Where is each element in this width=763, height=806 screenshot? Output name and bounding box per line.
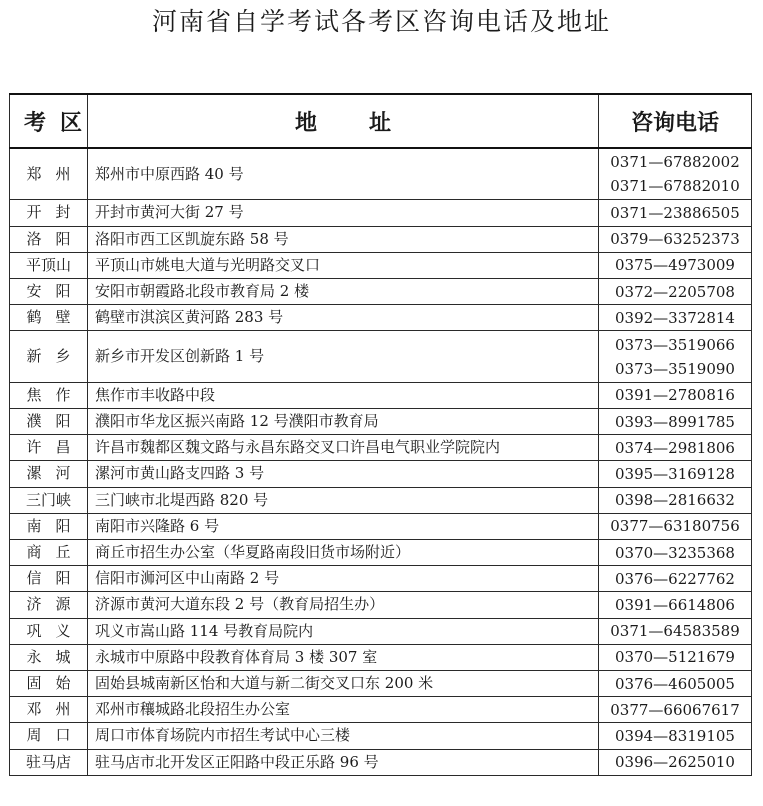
- table-row: [10, 513, 752, 539]
- phone-number: 0391—6614806: [615, 596, 735, 615]
- table-row: [10, 540, 752, 566]
- phone-number: 0398—2816632: [615, 491, 735, 510]
- phone-number: 0375—4973009: [615, 256, 735, 275]
- area-cell: 安阳: [10, 279, 88, 305]
- area-cell: 信阳: [10, 566, 88, 592]
- contact-table: [9, 93, 752, 776]
- phone-cell: [599, 331, 752, 382]
- address-cell: 新乡市开发区创新路 1 号: [88, 331, 599, 382]
- table-row: [10, 461, 752, 487]
- phone-number: 0371—23886505: [610, 203, 740, 222]
- phone-cell: [599, 200, 752, 226]
- header-address: 地址: [88, 94, 599, 148]
- table-row: [10, 279, 752, 305]
- phone-cell: [599, 513, 752, 539]
- phone-cell: [599, 592, 752, 618]
- table-row: [10, 644, 752, 670]
- phone-number: 0396—2625010: [615, 753, 735, 772]
- address-cell: 信阳市浉河区中山南路 2 号: [88, 566, 599, 592]
- area-cell: 新乡: [10, 331, 88, 382]
- address-cell: 三门峡市北堤西路 820 号: [88, 487, 599, 513]
- phone-number: 0392—3372814: [615, 308, 735, 327]
- phone-cell: [599, 566, 752, 592]
- table-row: [10, 487, 752, 513]
- area-cell: 永城: [10, 644, 88, 670]
- table-row: [10, 749, 752, 775]
- phone-cell: [599, 461, 752, 487]
- address-cell: 固始县城南新区怡和大道与新二街交叉口东 200 米: [88, 671, 599, 697]
- phone-cell: [599, 749, 752, 775]
- phone-number: 0371—64583589: [610, 622, 740, 641]
- table-row: [10, 305, 752, 331]
- phone-number: 0395—3169128: [615, 465, 735, 483]
- phone-number: 0370—5121679: [615, 648, 735, 667]
- phone-cell: [599, 279, 752, 305]
- phone-number: 0371—67882002: [610, 153, 740, 172]
- phone-number: 0374—2981806: [615, 438, 735, 457]
- phone-number: 0377—66067617: [610, 700, 740, 719]
- area-cell: 洛阳: [10, 226, 88, 252]
- area-cell: 平顶山: [10, 252, 88, 278]
- table-header: [10, 94, 752, 148]
- address-cell: 开封市黄河大街 27 号: [88, 200, 599, 226]
- area-cell: 巩义: [10, 618, 88, 644]
- phone-number: 0376—6227762: [615, 569, 735, 588]
- table-row: [10, 592, 752, 618]
- area-cell: 周口: [10, 723, 88, 749]
- phone-number: 0377—63180756: [610, 517, 740, 536]
- area-cell: 三门峡: [10, 487, 88, 513]
- phone-cell: [599, 409, 752, 435]
- table-row: [10, 331, 752, 382]
- address-cell: 濮阳市华龙区振兴南路 12 号濮阳市教育局: [88, 409, 599, 435]
- area-cell: 济源: [10, 592, 88, 618]
- table-row: [10, 697, 752, 723]
- phone-cell: [599, 644, 752, 670]
- phone-number: 0393—8991785: [615, 412, 735, 431]
- address-cell: 洛阳市西工区凯旋东路 58 号: [88, 226, 599, 252]
- phone-cell: [599, 226, 752, 252]
- area-cell: 濮阳: [10, 409, 88, 435]
- address-cell: 焦作市丰收路中段: [88, 382, 599, 408]
- area-cell: 鹤壁: [10, 305, 88, 331]
- phone-number: 0394—8319105: [615, 727, 735, 746]
- address-cell: 许昌市魏都区魏文路与永昌东路交叉口许昌电气职业学院院内: [88, 435, 599, 461]
- area-cell: 开封: [10, 200, 88, 226]
- phone-number: 0372—2205708: [615, 282, 735, 301]
- address-cell: 驻马店市北开发区正阳路中段正乐路 96 号: [88, 749, 599, 775]
- address-cell: 济源市黄河大道东段 2 号（教育局招生办）: [88, 592, 599, 618]
- area-cell: 固始: [10, 671, 88, 697]
- phone-cell: [599, 252, 752, 278]
- address-cell: 安阳市朝霞路北段市教育局 2 楼: [88, 279, 599, 305]
- table-row: [10, 226, 752, 252]
- address-cell: 永城市中原路中段教育体育局 3 楼 307 室: [88, 644, 599, 670]
- address-cell: 商丘市招生办公室（华夏路南段旧货市场附近）: [88, 540, 599, 566]
- table-row: [10, 618, 752, 644]
- area-cell: 驻马店: [10, 749, 88, 775]
- area-cell: 郑州: [10, 148, 88, 200]
- phone-cell: [599, 671, 752, 697]
- phone-cell: [599, 723, 752, 749]
- phone-cell: [599, 697, 752, 723]
- table-row: [10, 200, 752, 226]
- table-row: [10, 252, 752, 278]
- phone-number: 0370—3235368: [615, 543, 735, 562]
- area-cell: 南阳: [10, 513, 88, 539]
- phone-cell: [599, 382, 752, 408]
- phone-number: 0391—2780816: [615, 386, 735, 405]
- table-row: [10, 671, 752, 697]
- address-cell: 漯河市黄山路支四路 3 号: [88, 461, 599, 487]
- phone-cell: [599, 487, 752, 513]
- phone-number: 0373—3519066: [615, 335, 735, 354]
- table-row: [10, 723, 752, 749]
- area-cell: 商丘: [10, 540, 88, 566]
- phone-cell: [599, 618, 752, 644]
- table-row: [10, 148, 752, 200]
- table-row: [10, 382, 752, 408]
- table-body: [10, 148, 752, 775]
- phone-cell: [599, 540, 752, 566]
- page-title: 河南省自学考试各考区咨询电话及地址: [151, 7, 611, 36]
- phone-number: 0373—3519090: [615, 359, 735, 378]
- area-cell: 邓州: [10, 697, 88, 723]
- area-cell: 漯河: [10, 461, 88, 487]
- header-row: [10, 94, 752, 148]
- address-cell: 邓州市穰城路北段招生办公室: [88, 697, 599, 723]
- area-cell: 焦作: [10, 382, 88, 408]
- phone-cell: [599, 148, 752, 200]
- header-area: 考区: [10, 94, 88, 148]
- phone-number: 0371—67882010: [610, 177, 740, 196]
- phone-cell: [599, 435, 752, 461]
- phone-number: 0376—4605005: [615, 674, 735, 693]
- address-cell: 鹤壁市淇滨区黄河路 283 号: [88, 305, 599, 331]
- address-cell: 巩义市嵩山路 114 号教育局院内: [88, 618, 599, 644]
- table-row: [10, 435, 752, 461]
- table-row: [10, 409, 752, 435]
- address-cell: 郑州市中原西路 40 号: [88, 148, 599, 200]
- header-phone: 咨询电话: [599, 94, 752, 148]
- phone-number: 0379—63252373: [610, 230, 740, 249]
- area-cell: 许昌: [10, 435, 88, 461]
- address-cell: 平顶山市姚电大道与光明路交叉口: [88, 252, 599, 278]
- table-row: [10, 566, 752, 592]
- phone-cell: [599, 305, 752, 331]
- address-cell: 周口市体育场院内市招生考试中心三楼: [88, 723, 599, 749]
- address-cell: 南阳市兴隆路 6 号: [88, 513, 599, 539]
